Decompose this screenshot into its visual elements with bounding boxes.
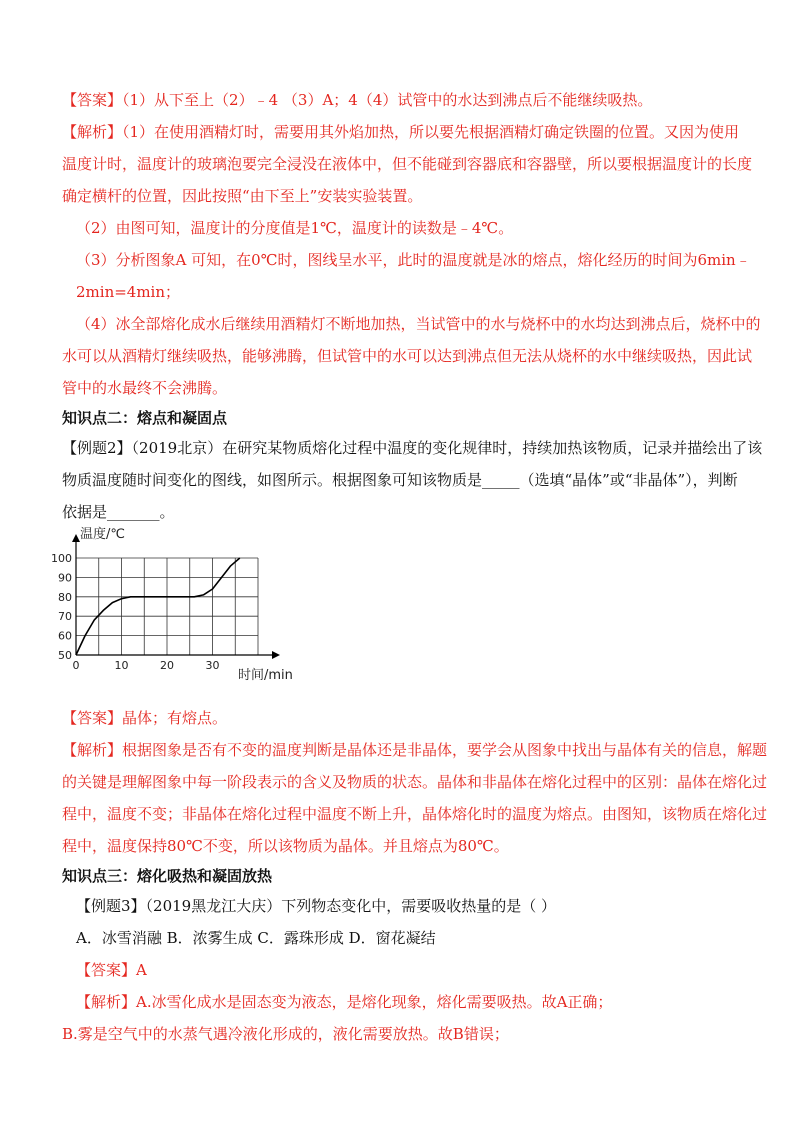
x-axis-label: 时间/min xyxy=(238,668,293,682)
text-line-opts: A．冰雪消融 B．浓雾生成 C．露珠形成 D．窗花凝结 xyxy=(76,929,436,947)
y-tick-label: 60 xyxy=(58,629,72,643)
text-line-ex2a: 【例题2】（2019北京）在研究某物质熔化过程中温度的变化规律时，持续加热该物质，记录并描绘出了该 xyxy=(62,439,763,457)
text-line-exp3a: 【解析】A.冰雪化成水是固态变为液态，是熔化现象，熔化需要吸热。故A正确； xyxy=(76,993,613,1011)
y-tick-label: 100 xyxy=(51,552,72,565)
x-tick-label: 20 xyxy=(160,659,174,672)
text-line-exp1a: 【解析】（1）在使用酒精灯时，需要用其外焰加热，所以要先根据酒精灯确定铁圈的位置。又因为使用 xyxy=(62,123,740,141)
text-line-ex2b: 物质温度随时间变化的图线，如图所示。根据图象可知该物质是_____（选填“晶体”或“非晶体”），判断 xyxy=(62,471,738,489)
text-line-exp1c: 确定横杆的位置，因此按照“由下至上”安装实验装置。 xyxy=(62,187,423,205)
text-line-ex2c: 依据是_______。 xyxy=(62,503,175,521)
text-line-ans1: 【答案】（1）从下至上（2）﹣4 （3）A；4（4）试管中的水达到沸点后不能继续吸热。 xyxy=(62,91,653,109)
y-tick-label: 50 xyxy=(58,649,72,662)
x-tick-label: 10 xyxy=(114,659,129,672)
text-line-ex3: 【例题3】（2019黑龙江大庆）下列物态变化中，需要吸收热量的是（ ） xyxy=(76,897,556,915)
x-tick-label: 0 xyxy=(72,659,80,672)
text-line-exp2a: 【解析】根据图象是否有不变的温度判断是晶体还是非晶体，要学会从图象中找出与晶体有关的信息，解题 xyxy=(62,741,768,759)
text-line-kp3: 知识点三：熔化吸热和凝固放热 xyxy=(62,867,273,885)
text-line-exp1i: 管中的水最终不会沸腾。 xyxy=(62,379,228,397)
text-line-ans2: 【答案】晶体；有熔点。 xyxy=(62,709,228,727)
text-line-exp3b: B.雾是空气中的水蒸气遇冷液化形成的，液化需要放热。故B错误； xyxy=(62,1025,509,1043)
text-line-exp1d: （2）由图可知，温度计的分度值是1℃，温度计的读数是﹣4℃。 xyxy=(76,219,514,237)
text-line-exp1e: （3）分析图象A 可知，在0℃时，图线呈水平，此时的温度就是冰的熔点，熔化经历的时间为6min﹣ xyxy=(76,251,751,269)
temperature-curve xyxy=(76,558,240,655)
y-tick-label: 90 xyxy=(58,571,72,585)
text-line-exp2d: 程中，温度保持80℃不变，所以该物质为晶体。并且熔点为80℃。 xyxy=(62,837,509,855)
y-tick-label: 80 xyxy=(58,590,72,604)
chart-series xyxy=(76,558,240,655)
y-axis-label: 温度/℃ xyxy=(80,527,125,542)
chart-grid xyxy=(76,558,258,655)
text-line-exp2b: 的关键是理解图象中每一阶段表示的含义及物质的状态。晶体和非晶体在熔化过程中的区别：晶体在熔化过 xyxy=(62,773,768,791)
text-line-exp1h: 水可以从酒精灯继续吸热，能够沸腾，但试管中的水可以达到沸点但无法从烧杯的水中继续吸热，因此试 xyxy=(62,347,753,365)
y-axis-arrow xyxy=(72,534,80,542)
y-tick-label: 70 xyxy=(58,610,72,624)
text-line-exp2c: 程中，温度不变；非晶体在熔化过程中温度不断上升，晶体熔化时的温度为熔点。由图知，该物质在熔化过 xyxy=(62,805,768,823)
text-line-exp1g: （4）冰全部熔化成水后继续用酒精灯不断地加热，当试管中的水与烧杯中的水均达到沸点后，烧杯中的 xyxy=(76,315,761,333)
text-line-exp1f: 2min=4min； xyxy=(76,283,181,301)
x-axis-arrow xyxy=(272,651,280,659)
temperature-time-chart xyxy=(48,522,308,682)
x-tick-label: 30 xyxy=(205,659,220,672)
text-line-exp1b: 温度计时，温度计的玻璃泡要完全浸没在液体中，但不能碰到容器底和容器壁，所以要根据温度计的长度 xyxy=(62,155,753,173)
text-line-ans3: 【答案】A xyxy=(76,961,147,979)
text-line-kp2: 知识点二：熔点和凝固点 xyxy=(62,409,228,427)
